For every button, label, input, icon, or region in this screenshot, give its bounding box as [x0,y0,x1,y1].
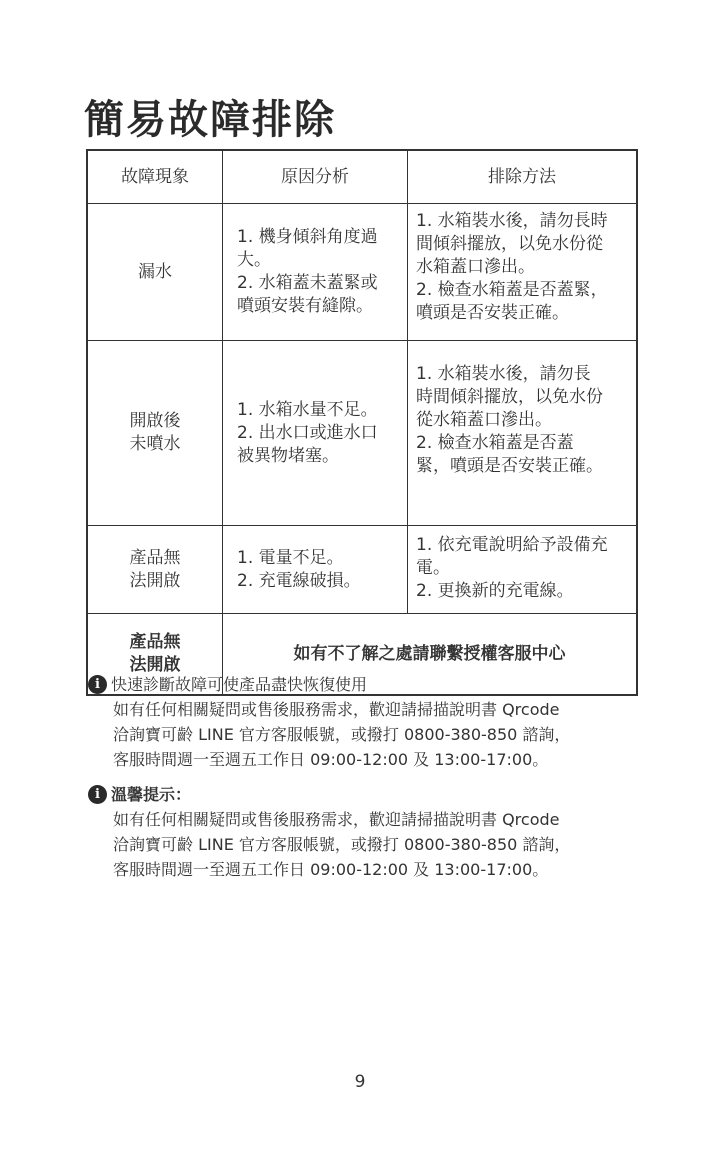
symptom-line: 法開啟 [129,655,181,675]
symptom-line: 漏水 [138,261,172,282]
note-line: 如有任何相關疑問或售後服務需求，歡迎請掃描說明書 Qrcode [113,700,560,719]
solution-line: 時間傾斜擺放，以免水份 [416,387,603,407]
info-icon: i [88,675,107,694]
troubleshooting-table [86,149,638,696]
symptom-line: 未噴水 [129,434,181,454]
info-icon: i [88,785,107,804]
table-row [87,341,637,526]
cause-cell [223,341,408,526]
solution-line: 1. 依充電說明給予設備充 [416,535,608,555]
solution-line: 間傾斜擺放，以免水份從 [416,234,603,254]
solution-line: 1. 水箱裝水後，請勿長 [416,364,591,384]
cause-line: 2. 水箱蓋未蓋緊或 [237,273,378,293]
table-header-row [87,150,637,204]
solution-cell [408,526,638,614]
solution-line: 2. 更換新的充電線。 [416,581,574,601]
note-line: 客服時間週一至週五工作日 09:00-12:00 及 13:00-17:00。 [113,750,549,769]
solution-line: 噴頭是否安裝正確。 [416,303,569,323]
header-cause: 原因分析 [223,150,408,204]
page-title: 簡易故障排除 [84,97,336,143]
note-title: 快速診斷故障可使產品盡快恢復使用 [111,675,368,694]
note-line: 洽詢寶可齡 LINE 官方客服帳號，或撥打 0800-380-850 諮詢， [113,835,571,854]
note-title: 溫馨提示： [111,785,192,804]
solution-line: 水箱蓋口滲出。 [416,257,535,277]
solution-line: 2. 檢查水箱蓋是否蓋 [416,433,574,453]
symptom-cell [87,341,223,526]
symptom-line: 法開啟 [129,570,181,591]
symptom-cell [87,204,223,341]
warm-reminder-note [88,782,570,882]
quick-diagnosis-note [88,672,570,772]
solution-line: 2. 檢查水箱蓋是否蓋緊， [416,280,608,300]
solution-line: 電。 [416,558,450,578]
cause-cell [223,204,408,341]
symptom-line: 開啟後 [129,411,181,431]
solution-cell [408,341,638,526]
contact-support-cell: 如有不了解之處請聯繫授權客服中心 [223,614,638,696]
note-line: 客服時間週一至週五工作日 09:00-12:00 及 13:00-17:00。 [113,860,549,879]
cause-line: 1. 水箱水量不足。 [237,399,378,420]
note-line: 洽詢寶可齡 LINE 官方客服帳號，或撥打 0800-380-850 諮詢， [113,725,571,744]
cause-line: 1. 電量不足。 [237,547,344,568]
page-number: 9 [354,1072,366,1092]
cause-line: 1. 機身傾斜角度過 [237,227,378,247]
symptom-line: 產品無 [129,547,181,568]
solution-line: 從水箱蓋口滲出。 [416,410,552,430]
solution-line: 緊，噴頭是否安裝正確。 [416,456,603,476]
note-line: 如有任何相關疑問或售後服務需求，歡迎請掃描說明書 Qrcode [113,810,560,829]
symptom-line: 產品無 [129,632,181,652]
table-row [87,526,637,614]
solution-cell [408,204,638,341]
cause-line: 2. 出水口或進水口 [237,422,378,443]
cause-line: 2. 充電線破損。 [237,570,361,591]
cause-line: 被異物堵塞。 [237,445,339,466]
header-solution: 排除方法 [408,150,638,204]
cause-line: 大。 [237,250,271,270]
symptom-cell [87,526,223,614]
header-symptom: 故障現象 [87,150,223,204]
cause-line: 噴頭安裝有縫隙。 [237,296,373,316]
table-row [87,204,637,341]
solution-line: 1. 水箱裝水後，請勿長時 [416,211,608,231]
cause-cell [223,526,408,614]
